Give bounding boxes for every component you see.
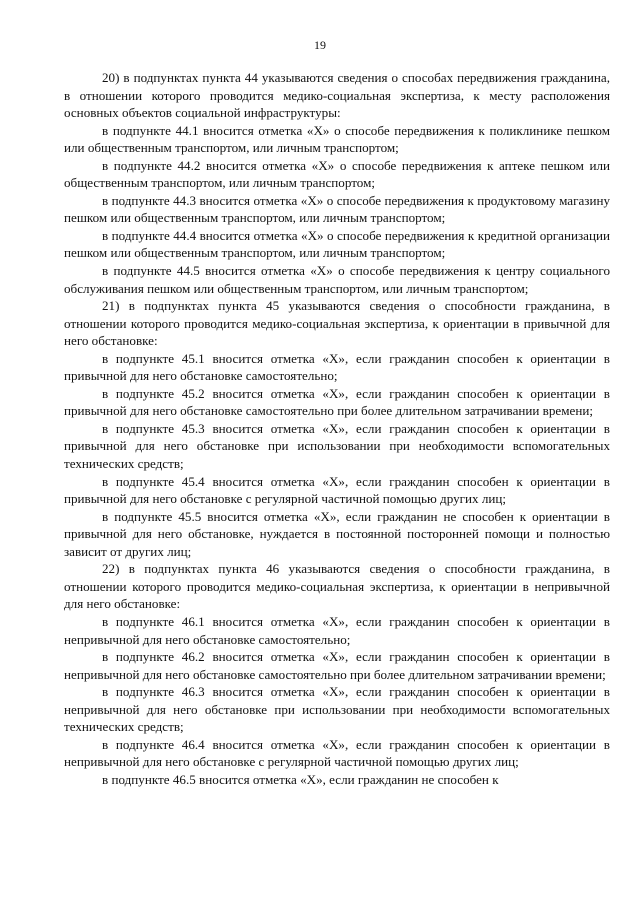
paragraph-44-5: в подпункте 44.5 вносится отметка «Х» о способе передвижения к центру социального обслуживания пешком или общественным транспортом, или личным транспортом; [64, 263, 610, 296]
paragraph-45-3: в подпункте 45.3 вносится отметка «Х», если гражданин способен к ориентации в привычной для него обстановке при использовании при необходимости вспомогательных технических средств; [64, 420, 610, 472]
paragraph-46-3: в подпункте 46.3 вносится отметка «Х», если гражданин способен к ориентации в непривычной для него обстановке при использовании при необходимости вспомогательных технических средств; [64, 684, 610, 735]
paragraph-46-2: в подпункте 46.2 вносится отметка «Х», если гражданин способен к ориентации в непривычной для него обстановке самостоятельно при более длительном затрачивании времени; [64, 649, 610, 682]
paragraph-45-5: в подпункте 45.5 вносится отметка «Х», если гражданин не способен к ориентации в привычной для него обстановке, нуждается в постоянной посторонней помощи и полностью зависит от других лиц; [64, 508, 610, 559]
paragraph-44-1: в подпункте 44.1 вносится отметка «Х» о способе передвижения к поликлинике пешком или общественным транспортом, или личным транспортом; [64, 122, 610, 156]
paragraph-46-1: в подпункте 46.1 вносится отметка «Х», если гражданин способен к ориентации в непривычной для него обстановке самостоятельно; [64, 613, 610, 647]
paragraph-22: 22) в подпунктах пункта 46 указываются сведения о способности гражданина, в отношении которого проводится медико-социальная экспертиза, к ориентации в непривычной для него обстановке: [64, 561, 610, 612]
paragraph-45-2: в подпункте 45.2 вносится отметка «Х», если гражданин способен к ориентации в привычной для него обстановке самостоятельно при более длительном затрачивании времени; [64, 385, 610, 419]
paragraph-44-4: в подпункте 44.4 вносится отметка «Х» о способе передвижения к кредитной организации пешком или общественным транспортом, или личным транспортом; [64, 227, 610, 261]
document-body [64, 69, 610, 788]
paragraph-46-4: в подпункте 46.4 вносится отметка «Х», если гражданин способен к ориентации в непривычной для него обстановке с регулярной частичной помощью других лиц; [64, 736, 610, 770]
paragraph-45-1: в подпункте 45.1 вносится отметка «Х», если гражданин способен к ориентации в привычной для него обстановке самостоятельно; [64, 350, 610, 384]
paragraph-45-4: в подпункте 45.4 вносится отметка «Х», если гражданин способен к ориентации в привычной для него обстановке с регулярной частичной помощью других лиц; [64, 473, 610, 507]
paragraph-44-2: в подпункте 44.2 вносится отметка «Х» о способе передвижения к аптеке пешком или общественным транспортом, или личным транспортом; [64, 157, 610, 191]
paragraph-20: 20) в подпунктах пункта 44 указываются сведения о способах передвижения гражданина, в отношении которого проводится медико-социальная экспертиза, к месту расположения основных объектов социальной инфраструктуры: [64, 70, 610, 121]
paragraph-44-3: в подпункте 44.3 вносится отметка «Х» о способе передвижения к продуктовому магазину пешком или общественным транспортом, или личным транспортом; [64, 192, 610, 226]
paragraph-46-5: в подпункте 46.5 вносится отметка «Х», если гражданин не способен к [102, 771, 499, 787]
page-number: 19 [314, 38, 326, 52]
paragraph-21: 21) в подпунктах пункта 45 указываются сведения о способности гражданина, в отношении которого проводится медико-социальная экспертиза, к ориентации в привычной для него обстановке: [64, 298, 610, 349]
